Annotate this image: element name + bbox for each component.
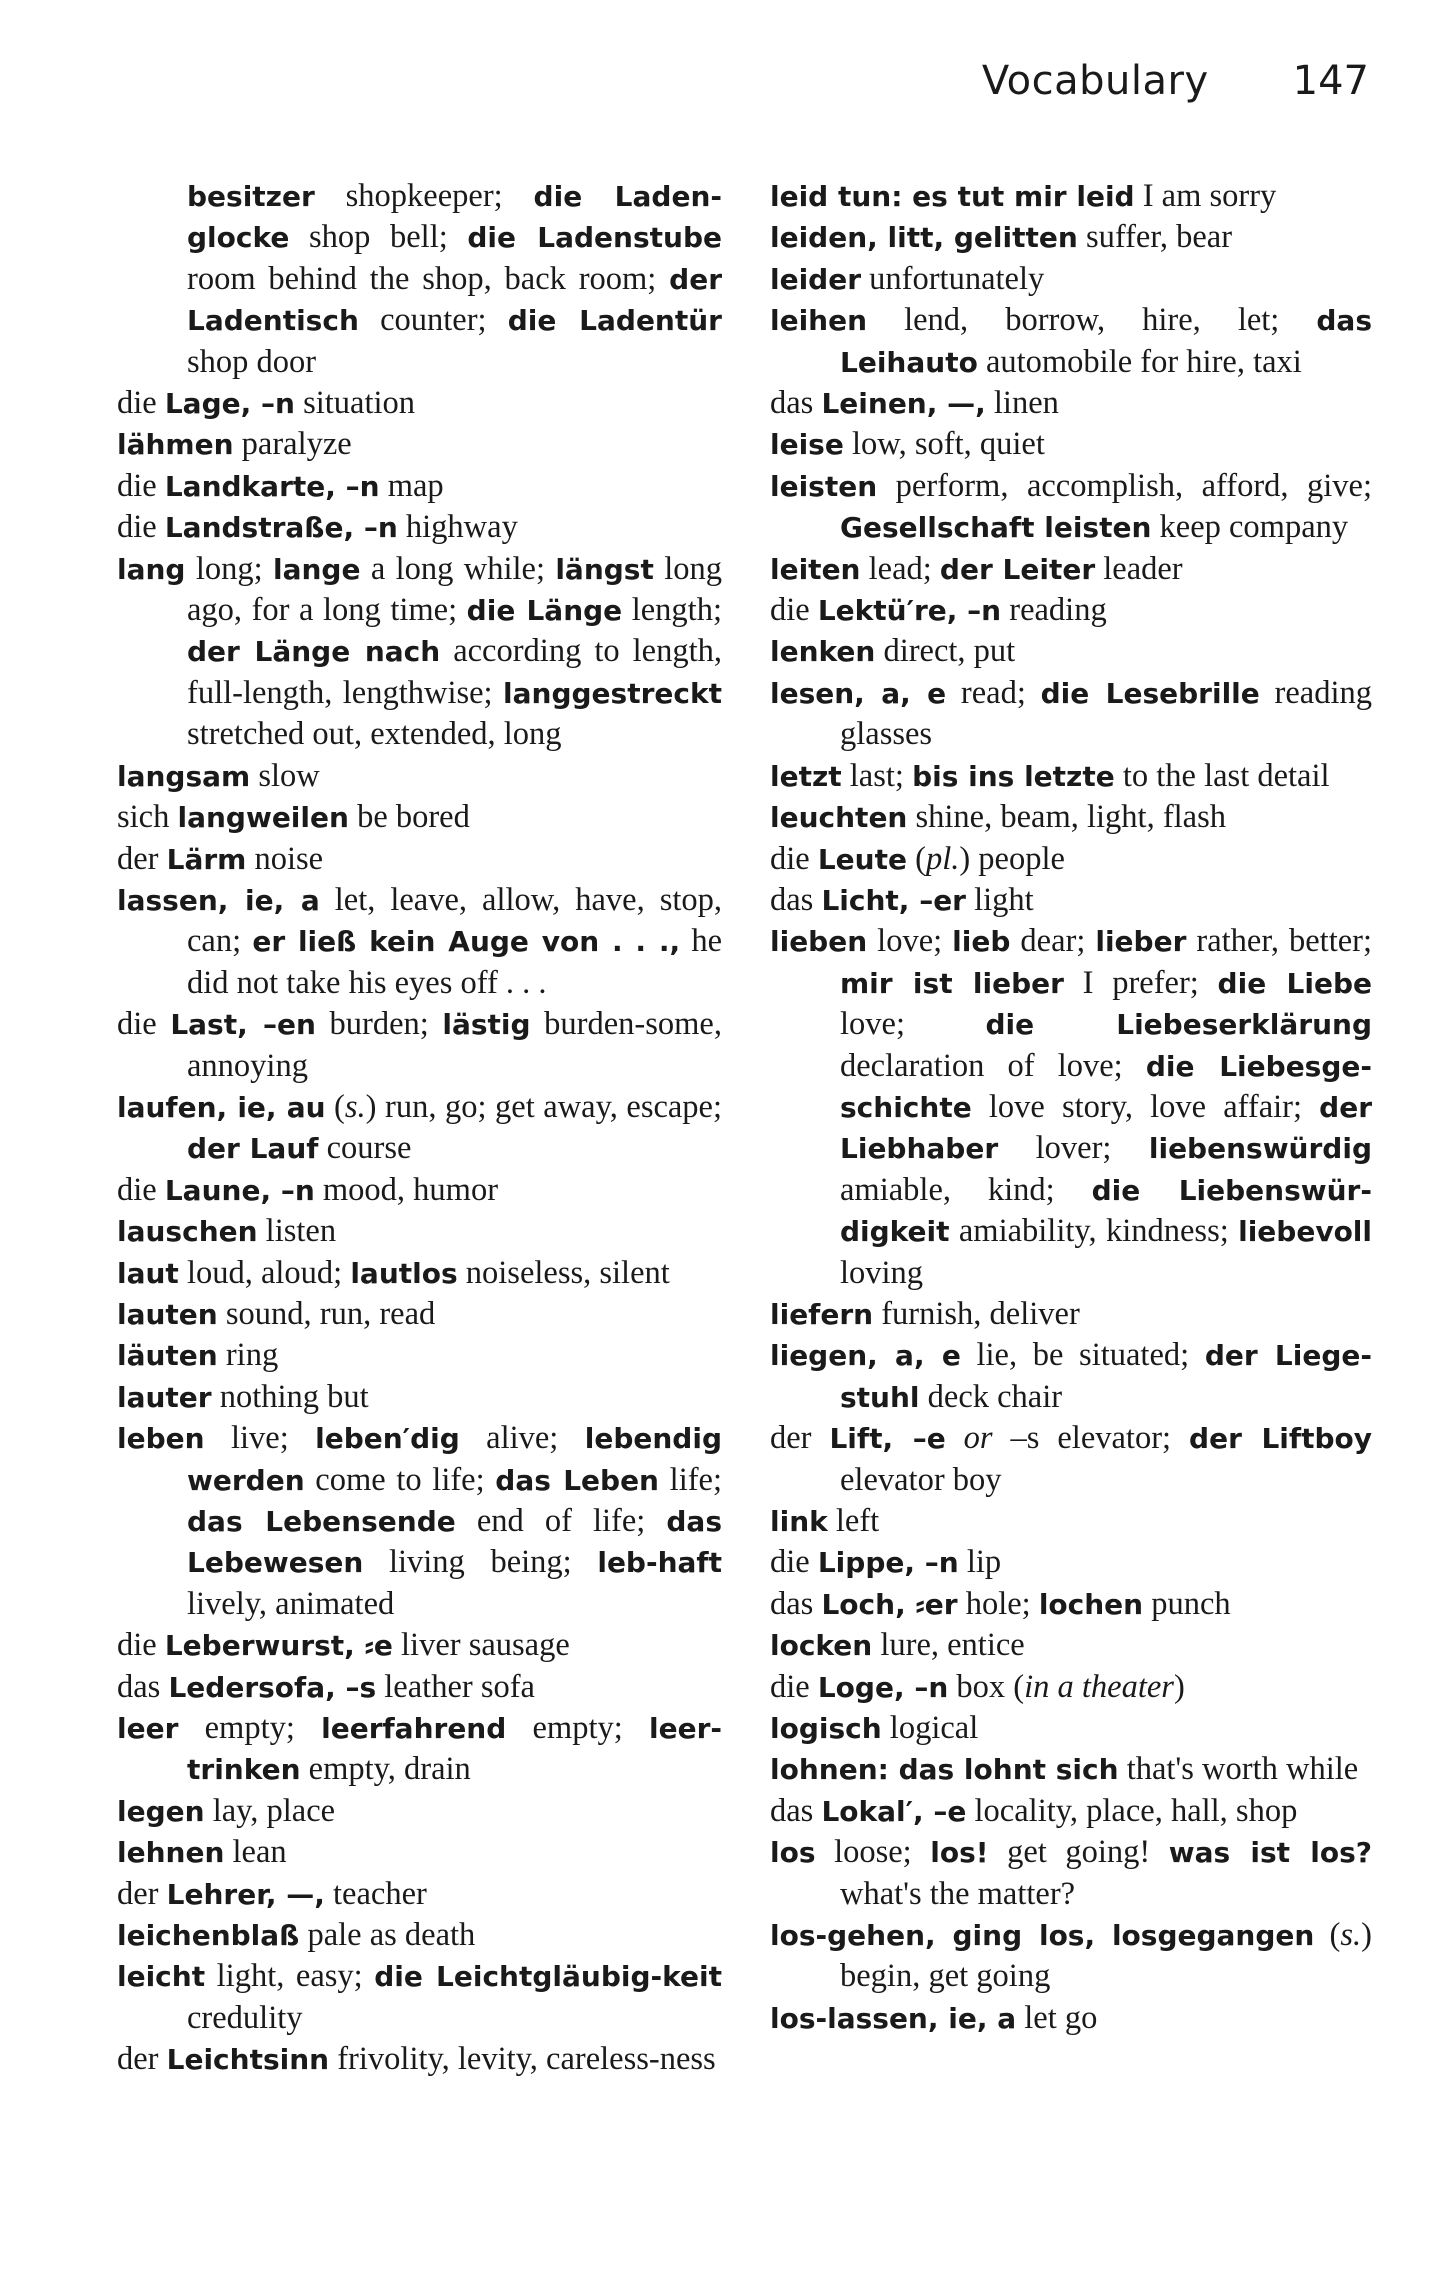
gloss: shine, beam, light, flash [907, 799, 1226, 836]
article: das [770, 1792, 822, 1829]
article: die [770, 840, 818, 877]
vocab-entry [770, 797, 1372, 838]
vocab-entry [117, 1335, 722, 1376]
headword: leben′dig [315, 1422, 460, 1456]
headword: das Lebewesen [187, 1505, 722, 1580]
headword: lauschen [117, 1215, 258, 1249]
headword: Last, –en [170, 1008, 316, 1042]
headword: Loch, ⸗er [821, 1587, 958, 1621]
gloss: ) run, go; get away, escape; [365, 1088, 723, 1125]
headword: leisten [770, 469, 878, 503]
headword: Leute [817, 842, 907, 876]
vocab-entry [117, 1708, 722, 1791]
headword: die Leichtgläubig-keit [374, 1960, 722, 1994]
vocab-entry [117, 1625, 722, 1666]
vocab-entry [770, 1294, 1372, 1335]
gloss: light, easy; [205, 1958, 375, 1995]
gloss: long ago, for a long time; [187, 550, 722, 629]
vocab-entry [117, 1253, 722, 1294]
headword: Leberwurst, ⸗e [164, 1629, 393, 1663]
gloss: lip [958, 1544, 1002, 1581]
article: die [117, 1006, 171, 1043]
vocab-entry [117, 549, 722, 756]
vocab-entry [770, 1625, 1372, 1666]
headword: Landkarte, –n [164, 469, 380, 503]
headword: Lift, –e [829, 1422, 946, 1456]
gloss: lover; [998, 1130, 1149, 1167]
gloss: ( [906, 840, 926, 877]
gloss: last; [841, 757, 913, 794]
article: die [117, 385, 165, 422]
headword: locken [770, 1629, 873, 1663]
headword: der Liftboy [1189, 1422, 1372, 1456]
gloss: read; [946, 674, 1041, 711]
gloss: love; [840, 1006, 986, 1043]
vocab-entry [770, 839, 1372, 880]
gloss: pale as death [299, 1917, 476, 1954]
vocab-entry [117, 1377, 722, 1418]
article: das [770, 385, 822, 422]
gloss: highway [397, 509, 518, 546]
gloss: elevator boy [840, 1461, 1002, 1498]
headword: langweilen [177, 801, 349, 835]
headword: leicht [117, 1960, 206, 1994]
headword: die Ladenstube [467, 221, 722, 255]
gloss: ( [325, 1088, 345, 1125]
vocab-entry [770, 549, 1372, 590]
headword: Leichtsinn [166, 2043, 330, 2077]
gloss: lure, entice [872, 1627, 1025, 1664]
headword: leid tun: es tut mir leid [770, 180, 1135, 213]
vocab-entry [117, 797, 722, 838]
headword: leichenblaß [117, 1919, 300, 1953]
article: die [770, 1668, 818, 1705]
gloss: loose; [815, 1834, 931, 1871]
headword: das Leben [495, 1463, 659, 1497]
vocab-entry [117, 383, 722, 424]
vocab-entry [117, 1667, 722, 1708]
headword: mir ist lieber [840, 966, 1064, 1000]
article: das [770, 881, 822, 918]
gloss: long; [185, 550, 273, 587]
vocab-entry [770, 259, 1372, 300]
article: der [117, 1875, 167, 1912]
gloss: deck chair [919, 1378, 1063, 1415]
headword: bis ins letzte [912, 759, 1115, 793]
gloss: lie, be situated; [960, 1337, 1205, 1374]
headword: der Leiter [939, 552, 1096, 586]
headword: der Liege-stuhl [840, 1339, 1372, 1414]
headword: die Länge [466, 594, 623, 628]
gloss: dear; [1010, 923, 1096, 960]
headword: lehnen [117, 1836, 225, 1870]
gloss: noise [246, 840, 324, 877]
headword: leer-trinken [187, 1712, 723, 1787]
gloss: loud, aloud; [178, 1254, 351, 1291]
headword: leer [117, 1712, 179, 1746]
page-title: Vocabulary [981, 58, 1209, 104]
headword: Lärm [166, 842, 247, 876]
headword: lieb [952, 925, 1011, 959]
headword: leerfahrend [321, 1712, 507, 1746]
headword: los-gehen, ging los, losgegangen [770, 1919, 1315, 1953]
gloss: rather, better; [1186, 923, 1373, 960]
headword: lange [273, 552, 361, 586]
article: die [770, 592, 818, 629]
gloss: logical [881, 1710, 979, 1747]
headword: leiden, litt, gelitten [770, 221, 1078, 255]
vocab-entry [770, 1998, 1372, 2039]
gloss: according to length, full-length, lengthwise; [187, 633, 722, 711]
vocab-entry [770, 1501, 1372, 1542]
gloss [946, 1420, 964, 1456]
gloss: I prefer; [1063, 964, 1218, 1001]
gloss: lead; [860, 550, 940, 587]
headword: Leinen, —, [821, 387, 986, 421]
gloss: lean [224, 1834, 287, 1871]
page-number: 147 [1292, 58, 1369, 104]
gloss: length; [622, 592, 722, 629]
vocab-entry [770, 590, 1372, 631]
gloss: light [966, 881, 1034, 918]
gloss: burden-some, annoying [187, 1006, 722, 1084]
headword: der Liebhaber [840, 1090, 1372, 1166]
headword: leihen [770, 304, 868, 338]
italic-note: pl. [925, 840, 960, 877]
vocab-entry [770, 1418, 1372, 1501]
headword: besitzer [187, 180, 315, 213]
headword: lästig [442, 1008, 531, 1042]
gloss: a long while; [360, 550, 556, 587]
article: die [117, 1627, 165, 1664]
gloss: ( [1314, 1917, 1341, 1954]
gloss: suffer, bear [1077, 219, 1233, 256]
vocab-entry [770, 1791, 1372, 1832]
vocab-entry [117, 880, 722, 1004]
gloss: alive; [459, 1420, 585, 1457]
headword: leuchten [770, 801, 908, 835]
headword: leise [770, 428, 844, 462]
vocab-entry [117, 1004, 722, 1087]
gloss: noiseless, silent [457, 1254, 670, 1291]
gloss: leather sofa [376, 1668, 535, 1705]
headword: lähmen [117, 428, 234, 462]
article: die [117, 1171, 165, 1208]
vocab-entry [770, 300, 1372, 383]
gloss: hole; [957, 1585, 1039, 1622]
vocab-entry [117, 1956, 722, 2039]
italic-note: s. [1340, 1917, 1362, 1954]
article: sich [117, 799, 178, 836]
vocab-entry [770, 383, 1372, 424]
headword: langgestreckt [503, 676, 722, 710]
gloss: ) [1173, 1668, 1185, 1705]
italic-note: s. [344, 1088, 366, 1125]
vocab-entry [770, 1708, 1372, 1749]
vocab-entry [117, 507, 722, 548]
vocab-entry [117, 176, 722, 383]
headword: Lektü′re, –n [817, 594, 1002, 628]
gloss: furnish, deliver [873, 1295, 1080, 1332]
gloss: liver sausage [392, 1627, 570, 1664]
gloss: love; [867, 923, 953, 960]
gloss: paralyze [233, 426, 352, 463]
headword: liefern [770, 1297, 874, 1331]
article: der [117, 840, 167, 877]
headword: leb-haft [597, 1546, 722, 1580]
vocab-entry [770, 466, 1372, 549]
gloss: ) begin, get going [840, 1917, 1372, 1995]
gloss: linen [985, 385, 1059, 422]
vocab-entry [117, 839, 722, 880]
vocab-entry [117, 1874, 722, 1915]
vocab-entry [770, 1749, 1372, 1790]
headword: die Ladentür [507, 304, 722, 338]
headword: der Lauf [187, 1132, 319, 1166]
vocab-entry [117, 1832, 722, 1873]
gloss: lively, animated [187, 1585, 395, 1622]
article: das [770, 1585, 822, 1622]
headword: er ließ kein Auge von . . ., [252, 925, 681, 959]
headword: leiten [770, 552, 861, 586]
headword: Laune, –n [164, 1173, 315, 1207]
headword: das Lebensende [187, 1505, 456, 1538]
gloss: perform, accomplish, afford, give; [877, 467, 1372, 504]
headword: das Leihauto [840, 304, 1372, 379]
vocab-entry [117, 1211, 722, 1252]
article: die [117, 467, 165, 504]
headword: Ledersofa, –s [168, 1670, 377, 1704]
gloss: box ( [948, 1668, 1025, 1705]
vocab-entry [770, 424, 1372, 465]
headword: los-lassen, ie, a [770, 2001, 1017, 2035]
headword: lieber [1095, 925, 1187, 959]
vocab-entry [117, 424, 722, 465]
vocab-entry [770, 1832, 1372, 1915]
headword: lesen, a, e [770, 676, 947, 710]
gloss: locality, place, hall, shop [966, 1792, 1298, 1829]
gloss: reading glasses [840, 674, 1373, 753]
headword: Lage, –n [164, 387, 295, 421]
gloss: shop door [187, 343, 317, 380]
vocab-entry [117, 1791, 722, 1832]
headword: Lokal′, –e [821, 1794, 967, 1828]
headword: was ist los? [1168, 1836, 1372, 1870]
gloss: come to life; [304, 1461, 496, 1498]
article: der [770, 1420, 830, 1457]
headword: laut [117, 1256, 179, 1290]
headword: Gesellschaft leisten [840, 511, 1152, 545]
gloss: let go [1016, 1999, 1098, 2036]
gloss: credulity [187, 1999, 303, 2036]
headword: der Ladentisch [187, 262, 722, 338]
article: das [117, 1668, 169, 1705]
gloss: what's the matter? [840, 1875, 1076, 1912]
headword: Lippe, –n [817, 1546, 959, 1580]
headword: die Liebeserklärung [985, 1008, 1372, 1042]
gloss: end of life; [455, 1503, 667, 1539]
headword: lohnen: das lohnt sich [770, 1753, 1119, 1787]
headword: legen [117, 1794, 205, 1828]
gloss: shop bell; [289, 219, 468, 256]
page-header [982, 58, 1369, 108]
article: die [117, 509, 165, 546]
gloss: mood, humor [314, 1171, 499, 1208]
gloss: left [827, 1503, 880, 1539]
gloss: to the last detail [1114, 757, 1330, 794]
headword: liebenswürdig [1148, 1132, 1372, 1166]
vocab-entry [770, 756, 1372, 797]
gloss: reading [1001, 592, 1107, 629]
gloss: shopkeeper; [314, 178, 534, 214]
vocab-entry [770, 217, 1372, 258]
headword: lassen, ie, a [117, 883, 320, 917]
article: der [117, 2041, 167, 2078]
gloss: living being; [363, 1544, 598, 1581]
article: die [770, 1544, 818, 1581]
gloss: ring [217, 1337, 279, 1374]
italic-note: in a theater [1024, 1668, 1174, 1705]
headword: lauten [117, 1297, 218, 1331]
headword: die Liebenswür-digkeit [840, 1173, 1372, 1249]
headword: längst [555, 552, 654, 586]
gloss: declaration of love; [840, 1047, 1146, 1084]
gloss: keep company [1151, 509, 1349, 546]
headword: langsam [117, 759, 251, 793]
gloss: loving [840, 1254, 924, 1291]
vocab-entry [117, 756, 722, 797]
gloss: stretched out, extended, long [187, 716, 562, 753]
headword: lenken [770, 635, 876, 669]
gloss: unfortunately [861, 260, 1045, 297]
headword: lebendig werden [187, 1422, 722, 1497]
vocab-entry [770, 631, 1372, 672]
gloss: map [379, 467, 444, 504]
gloss: –s elevator; [992, 1420, 1190, 1457]
headword: die Liebe [1217, 966, 1372, 1000]
headword: lochen [1038, 1587, 1144, 1621]
vocab-entry [770, 673, 1372, 756]
gloss: slow [250, 757, 320, 794]
headword: los! [930, 1836, 989, 1870]
gloss: he did not take his eyes off . . . [187, 923, 722, 1001]
headword: liegen, a, e [770, 1339, 961, 1373]
headword: Landstraße, –n [164, 511, 398, 545]
vocab-entry [117, 2039, 722, 2080]
gloss: automobile for hire, taxi [977, 343, 1302, 380]
headword: die Lesebrille [1040, 676, 1260, 710]
gloss: amiable, kind; [840, 1171, 1092, 1208]
vocab-entry [770, 921, 1372, 1294]
headword: lauter [117, 1380, 212, 1414]
headword: leider [770, 262, 862, 296]
gloss: room behind the shop, back room; [187, 260, 670, 297]
headword: Loge, –n [817, 1670, 949, 1704]
vocab-entry [770, 1335, 1372, 1418]
headword: leben [117, 1422, 205, 1456]
gloss: counter; [358, 302, 508, 339]
gloss: be bored [348, 799, 470, 836]
gloss: direct, put [875, 633, 1016, 670]
gloss: empty; [506, 1710, 649, 1747]
headword: liebevoll [1238, 1215, 1372, 1249]
gloss: course [318, 1130, 412, 1167]
headword: läuten [117, 1339, 218, 1373]
vocab-entry [770, 1584, 1372, 1625]
headword: lang [117, 552, 186, 586]
gloss: empty; [178, 1710, 322, 1747]
gloss: lay, place [204, 1792, 336, 1829]
gloss: leader [1095, 550, 1183, 587]
italic-note: or [963, 1420, 993, 1457]
headword: die Laden-glocke [187, 180, 722, 255]
headword: los [770, 1836, 816, 1870]
right-column [770, 176, 1372, 2039]
vocab-entry [770, 1667, 1372, 1708]
gloss: I am sorry [1134, 178, 1277, 214]
vocab-entry [117, 1087, 722, 1170]
gloss: live; [204, 1420, 316, 1457]
vocab-entry [770, 1915, 1372, 1998]
gloss: lend, borrow, hire, let; [867, 302, 1317, 339]
vocab-entry [117, 1294, 722, 1335]
headword: der Länge nach [187, 635, 441, 669]
gloss: frivolity, levity, careless-ness [329, 2041, 716, 2078]
headword: Licht, –er [821, 883, 966, 917]
gloss: burden; [315, 1006, 443, 1043]
gloss: nothing but [211, 1378, 369, 1415]
headword: logisch [770, 1712, 882, 1746]
gloss: punch [1143, 1585, 1231, 1622]
vocab-entry [117, 1915, 722, 1956]
gloss: listen [257, 1213, 337, 1250]
headword: die Liebesge-schichte [840, 1049, 1372, 1124]
headword: lautlos [350, 1256, 458, 1290]
headword: laufen, ie, au [117, 1090, 326, 1124]
gloss: amiability, kindness; [949, 1213, 1239, 1250]
headword: letzt [770, 759, 842, 793]
gloss: that's worth while [1118, 1751, 1359, 1788]
gloss: situation [294, 385, 416, 422]
vocab-entry [117, 1170, 722, 1211]
gloss: get going! [988, 1834, 1169, 1871]
headword: link [770, 1505, 828, 1538]
vocab-entry [770, 176, 1372, 217]
gloss: low, soft, quiet [843, 426, 1045, 463]
gloss: empty, drain [300, 1751, 471, 1788]
gloss: love story, love affair; [971, 1088, 1320, 1125]
vocab-entry [770, 880, 1372, 921]
headword: Lehrer, —, [166, 1877, 325, 1911]
left-column [117, 176, 722, 2081]
gloss: sound, run, read [217, 1295, 436, 1332]
vocab-entry [770, 1542, 1372, 1583]
gloss: ) people [959, 840, 1065, 877]
vocab-entry [117, 466, 722, 507]
vocab-entry [117, 1418, 722, 1625]
gloss: teacher [324, 1875, 427, 1912]
gloss: life; [659, 1461, 723, 1498]
headword: lieben [770, 925, 868, 959]
gloss: let, leave, allow, have, stop, can; [187, 881, 723, 960]
